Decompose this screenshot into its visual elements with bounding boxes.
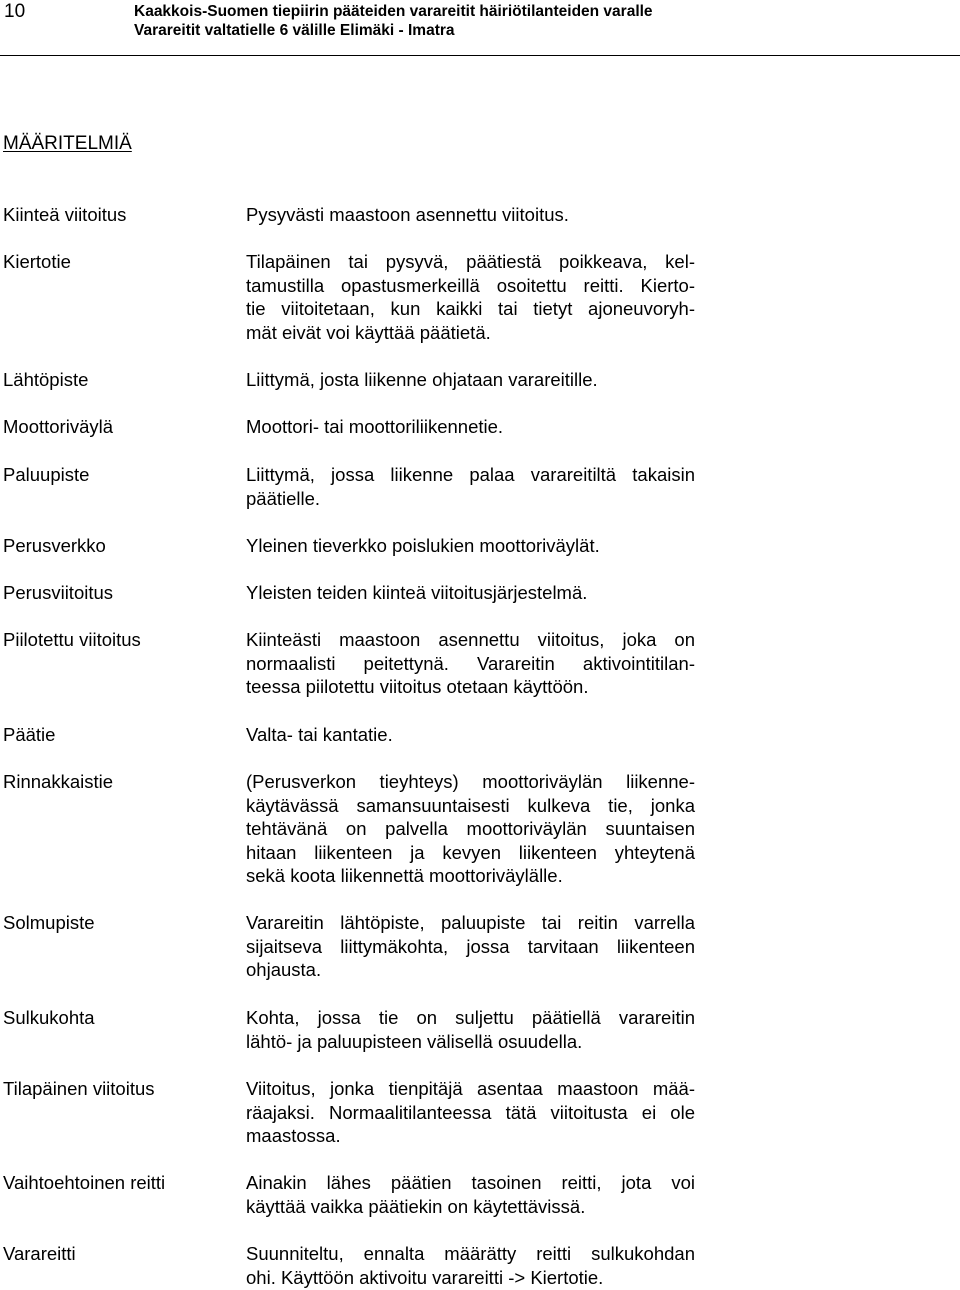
definition-line: mät eivät voi käyttää päätietä. [246,321,491,343]
definition-line: Liittymä, jossa liikenne palaa varareitiltä takaisin [246,464,695,485]
definition-line: sekä koota liikennettä moottoriväylälle. [246,865,563,886]
definition-line: Varareitin lähtöpiste, paluupiste tai reitin varrella [246,912,695,933]
definition-term: Lähtöpiste [3,369,89,390]
definition-term: Sulkukohta [3,1007,95,1028]
definition-line: tehtävänä on palvella moottoriväylän suuntaisen [246,818,695,839]
definition-line: Kiinteästi maastoon asennettu viitoitus, joka on [246,629,695,650]
definition-text [246,203,695,227]
definition-term: Varareitti [3,1243,76,1264]
definition-term: Perusviitoitus [3,582,114,603]
section-heading: MÄÄRITELMIÄ [3,133,132,154]
definition-line: tamustilla opastusmerkeillä osoitettu reitti. Kierto- [246,274,695,296]
definition-line: hitaan liikenteen ja kevyen liikenteen yhteytenä [246,841,695,863]
definition-line: Yleinen tieverkko poislukien moottoriväylät. [246,535,600,556]
definition-term: Piilotettu viitoitus [3,629,141,650]
definition-text [246,628,695,699]
header-title [134,2,653,40]
definition-text [246,368,695,392]
header-title-line1: Kaakkois-Suomen tiepiirin pääteiden varareitit häiriötilanteiden varalle [134,3,653,20]
definition-line: sijaitseva liittymäkohta, jossa tarvitaan liikenteen [246,935,695,957]
definition-line: Suunniteltu, ennalta määrätty reitti sulkukohdan [246,1243,695,1264]
definition-line: Ainakin lähes päätien tasoinen reitti, jota voi [246,1172,695,1193]
definition-line: Valta- tai kantatie. [246,724,393,745]
page-number: 10 [4,1,26,22]
definition-term: Vaihtoehtoinen reitti [3,1172,166,1193]
definition-line: Pysyvästi maastoon asennettu viitoitus. [246,204,569,225]
definition-line: Yleisten teiden kiinteä viitoitusjärjestelmä. [246,582,588,603]
header-divider [0,55,960,56]
definition-text [246,723,695,747]
definition-text [246,1006,695,1053]
definition-text [246,250,695,344]
definition-line: käyttää vaikka päätiekin on käytettävissä. [246,1195,586,1217]
definition-line: Moottori- tai moottoriliikennetie. [246,416,504,437]
definition-line: ohjausta. [246,959,322,980]
definition-text [246,463,695,510]
definition-line: Tilapäinen tai pysyvä, päätiestä poikkeava, kel- [246,251,695,272]
definition-term: Kiertotie [3,251,71,272]
definition-text [246,534,695,558]
definition-term: Päätie [3,724,56,745]
definition-text [246,770,695,888]
definition-text [246,1077,695,1148]
definition-text [246,415,695,439]
definition-term: Tilapäinen viitoitus [3,1078,155,1099]
definition-term: Perusverkko [3,535,106,556]
definition-line: maastossa. [246,1125,341,1146]
definition-line: päätielle. [246,487,321,509]
definition-line: käytävässä samansuuntaisesti kulkeva tie, jonka [246,794,695,816]
definition-line: normaalisti peitettynä. Varareitin aktivointitilan- [246,652,695,674]
definition-line: (Perusverkon tieyhteys) moottoriväylän liikenne- [246,771,695,792]
definition-text [246,1171,695,1218]
definition-text [246,1242,695,1289]
definition-line: tie viitoitetaan, kun kaikki tai tietyt ajoneuvoryh- [246,298,695,319]
definition-term: Rinnakkaistie [3,771,114,792]
definition-line: Kohta, jossa tie on suljettu päätiellä varareitin [246,1007,695,1028]
definition-line: teessa piilotettu viitoitus otetaan käyttöön. [246,676,589,697]
definition-text [246,911,695,982]
header-title-line2: Varareitit valtatielle 6 välille Elimäki - Imatra [134,22,455,39]
definition-line: Liittymä, josta liikenne ohjataan varareitille. [246,369,598,390]
definition-term: Moottoriväylä [3,416,114,437]
definition-line: ohi. Käyttöön aktivoitu varareitti -> Kiertotie. [246,1266,604,1288]
definition-line: räajaksi. Normaalitilanteessa tätä viitoitusta ei ole [246,1101,695,1123]
definition-line: lähtö- ja paluupisteen välisellä osuudella. [246,1030,583,1052]
definition-text [246,581,695,605]
definition-term: Kiinteä viitoitus [3,204,127,225]
definition-term: Paluupiste [3,464,90,485]
definition-term: Solmupiste [3,912,95,933]
definition-line: Viitoitus, jonka tienpitäjä asentaa maastoon mää- [246,1078,695,1099]
